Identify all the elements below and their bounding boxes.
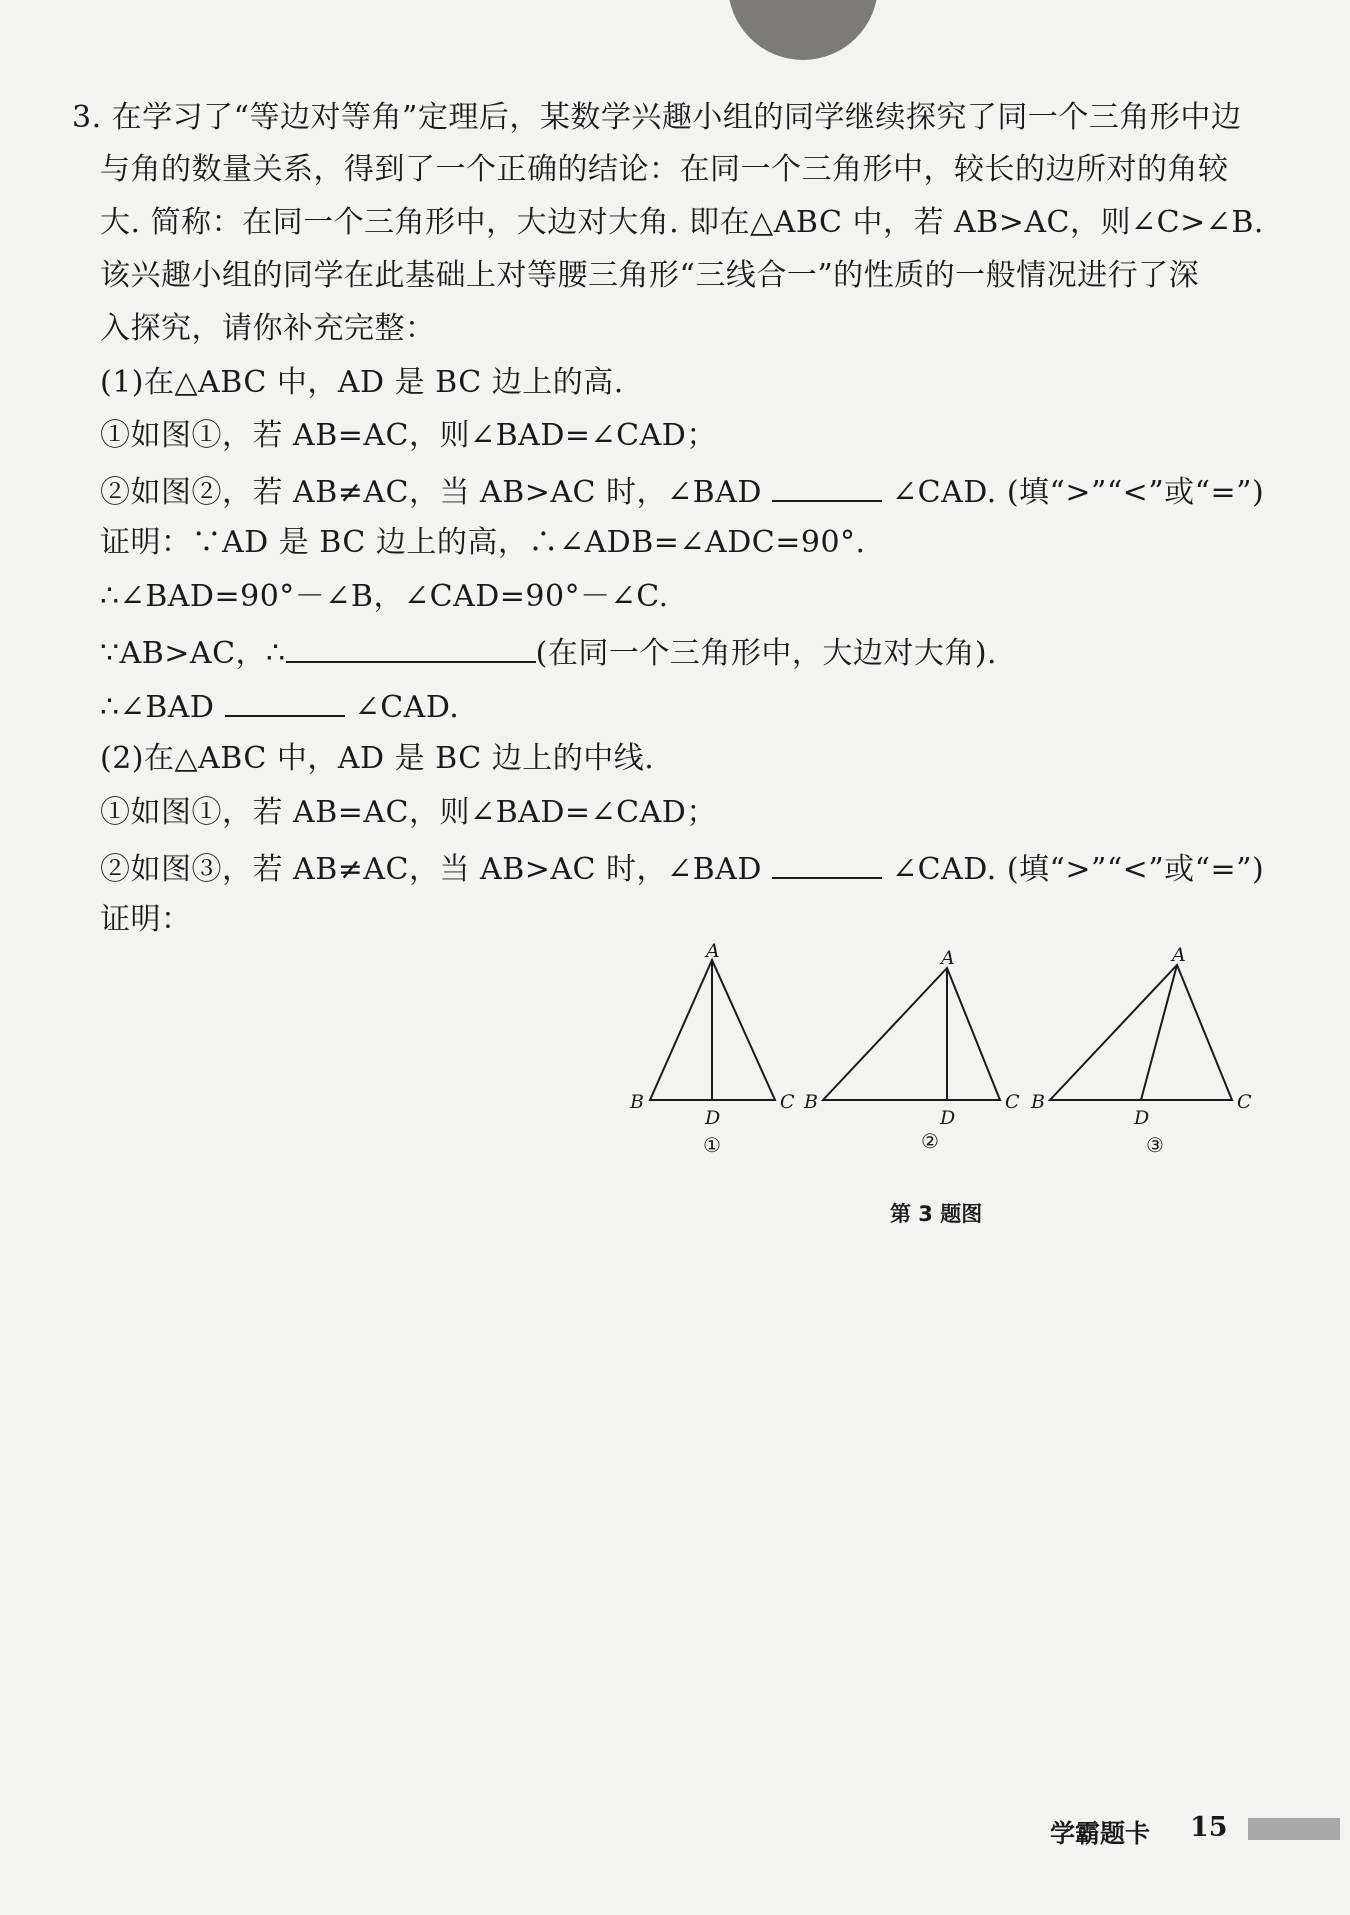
- answer-blank-4[interactable]: [772, 847, 882, 879]
- figure-number: ③: [1146, 1133, 1164, 1157]
- triangle-3: [1050, 965, 1232, 1100]
- label-a: A: [1172, 944, 1186, 966]
- part2-title: (2)在△ABC 中，AD 是 BC 边上的中线.: [100, 741, 655, 776]
- proof1-line: 证明：∵AD 是 BC 边上的高，∴∠ADB=∠ADC=90°.: [100, 525, 866, 560]
- label-c: C: [1237, 1091, 1252, 1113]
- triangle-2: [823, 968, 1000, 1100]
- proof1-line: ∴∠BAD=90°－∠B，∠CAD=90°－∠C.: [100, 579, 669, 614]
- answer-blank-1[interactable]: [772, 470, 882, 502]
- problem-line: 与角的数量关系，得到了一个正确的结论：在同一个三角形中，较长的边所对的角较: [100, 152, 1229, 187]
- label-d: D: [940, 1107, 956, 1129]
- problem-line: 该兴趣小组的同学在此基础上对等腰三角形“三线合一”的性质的一般情况进行了深: [100, 258, 1200, 293]
- label-c: C: [1005, 1091, 1020, 1113]
- problem-line: 入探究，请你补充完整：: [100, 311, 436, 346]
- label-c: C: [780, 1091, 795, 1113]
- figure-number: ②: [921, 1129, 939, 1153]
- proof1-line: ∵AB>AC，∴ (在同一个三角形中，大边对大角).: [100, 631, 1270, 674]
- answer-blank-2[interactable]: [286, 631, 536, 663]
- answer-blank-3[interactable]: [225, 685, 345, 717]
- proof1-line: ∴∠BAD ∠CAD.: [100, 685, 1270, 728]
- label-d: D: [705, 1107, 721, 1129]
- proof2-label: 证明：: [100, 902, 192, 937]
- part2-case2: ②如图③，若 AB≠AC，当 AB>AC 时，∠BAD ∠CAD. (填“>”“<”或“=”): [100, 847, 1270, 890]
- label-a: A: [706, 940, 720, 962]
- triangle-figures: [620, 940, 1280, 1200]
- problem-line: 大. 简称：在同一个三角形中，大边对大角. 即在△ABC 中，若 AB>AC，则∠C>∠B.: [100, 205, 1264, 240]
- part2-case1: ①如图①，若 AB=AC，则∠BAD=∠CAD；: [100, 795, 717, 830]
- label-d: D: [1134, 1107, 1150, 1129]
- figure-number: ①: [703, 1133, 721, 1157]
- label-b: B: [804, 1091, 818, 1113]
- label-b: B: [1031, 1091, 1045, 1113]
- part1-title: (1)在△ABC 中，AD 是 BC 边上的高.: [100, 365, 624, 400]
- part1-case1: ①如图①，若 AB=AC，则∠BAD=∠CAD；: [100, 418, 717, 453]
- part1-case2: ②如图②，若 AB≠AC，当 AB>AC 时，∠BAD ∠CAD. (填“>”“<”或“=”): [100, 470, 1270, 513]
- footer-bar-decoration: [1248, 1818, 1340, 1840]
- footer-brand: 学霸题卡: [1050, 1819, 1151, 1848]
- problem-line: 3. 在学习了“等边对等角”定理后，某数学兴趣小组的同学继续探究了同一个三角形中边: [72, 100, 1242, 135]
- page-number: 15: [1190, 1812, 1228, 1843]
- figure-caption: 第 3 题图: [890, 1202, 983, 1226]
- label-b: B: [630, 1091, 644, 1113]
- page-tab-decoration: [728, 0, 878, 60]
- label-a: A: [941, 947, 955, 969]
